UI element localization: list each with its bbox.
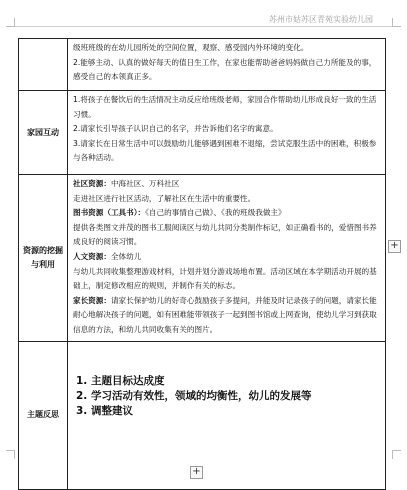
resource-text: 《自己的事情自己做》、《我的班级我做主》 [145,208,286,218]
margin-corner-mark [392,18,401,27]
paragraph: 1.将孩子在餐饮后的生活情况主动反应给班级老师，家园合作帮助幼儿形成良好一致的生活习惯。 [73,95,377,119]
row-label [19,39,68,91]
resource-text: 请家长保护幼儿的好奇心鼓励孩子多提问，并能及时记录孩子的问题，请家长能耐心地解决孩子的问题，如有困难能带领孩子一起到图书馆或上网查询，使幼儿学习到获取信息的方法，和幼儿共同收集有关的图片。 [73,295,377,334]
resource-title: 社区资源： [73,179,111,188]
paragraph [73,294,380,338]
table-row [19,175,386,342]
add-column-button[interactable]: + [388,240,401,253]
margin-corner-mark [6,450,15,459]
resource-text: 走进社区进行社区活动，了解社区在生活中的重要性。 [73,193,256,203]
resource-text: 中海社区、万科社区 [110,179,180,188]
table-row [19,91,386,175]
paragraph [73,192,380,207]
add-row-button[interactable]: + [190,466,203,479]
row-content[interactable] [68,91,386,175]
resource-text: 提供各类图文并茂的图书工服阅读区与幼儿共同分类制作标记，如正确看书的，爱惜图书养成良好的阅读习惯。 [73,222,377,247]
row-label: 家园互动 [19,91,68,175]
reflection-item: 1. 主题目标达成度 [76,374,165,387]
paragraph: 2.请家长引导孩子认识自己的名字，并告诉他们名字的寓意。 [73,124,278,134]
row-label: 资源的挖掘与利用 [19,175,68,342]
resource-title: 图书资源（工具书）： [73,208,146,218]
paragraph: 2.能够主动、认真的做好每天的值日生工作，在家也能帮助爸爸妈妈做自己力所能及的事，感受自己的本领真正多。 [73,57,377,82]
paragraph [73,250,380,265]
resource-text: 与幼儿共同收集整理游戏材料，计划并划分游戏场地布置。活动区域在本学期活动开展的基础上，制定修改相应的规则，并制作有关的标志。 [73,266,377,291]
reflection-item: 3. 调整建议 [76,404,133,417]
paragraph [73,265,380,294]
plan-table [18,38,386,490]
row-content[interactable] [68,39,386,91]
margin-corner-mark [6,18,15,27]
resource-title: 家长资源： [73,295,111,305]
paragraph [73,221,380,250]
row-content[interactable] [68,341,386,489]
table-row [19,39,386,91]
row-content[interactable] [68,175,386,342]
resource-title: 人文资源： [73,251,111,261]
reflection-item: 2. 学习活动有效性，领域的均衡性，幼儿的发展等 [76,389,312,402]
paragraph: 级班班级的在幼儿园所处的空间位置，观察、感受园内外环境的变化。 [73,43,309,52]
resource-text: 全体幼儿 [110,251,142,261]
margin-corner-mark [392,450,401,459]
row-label: 主题反思 [19,341,68,489]
paragraph [73,206,380,221]
paragraph: 3.请家长在日常生活中可以鼓励幼儿能够遇到困难不退缩，尝试克服生活中的困难，积极参与各种活动。 [73,138,377,163]
page-header-text: 苏州市姑苏区青苑实验幼儿园 [269,15,373,24]
paragraph [73,177,380,192]
header-rule [14,26,393,27]
